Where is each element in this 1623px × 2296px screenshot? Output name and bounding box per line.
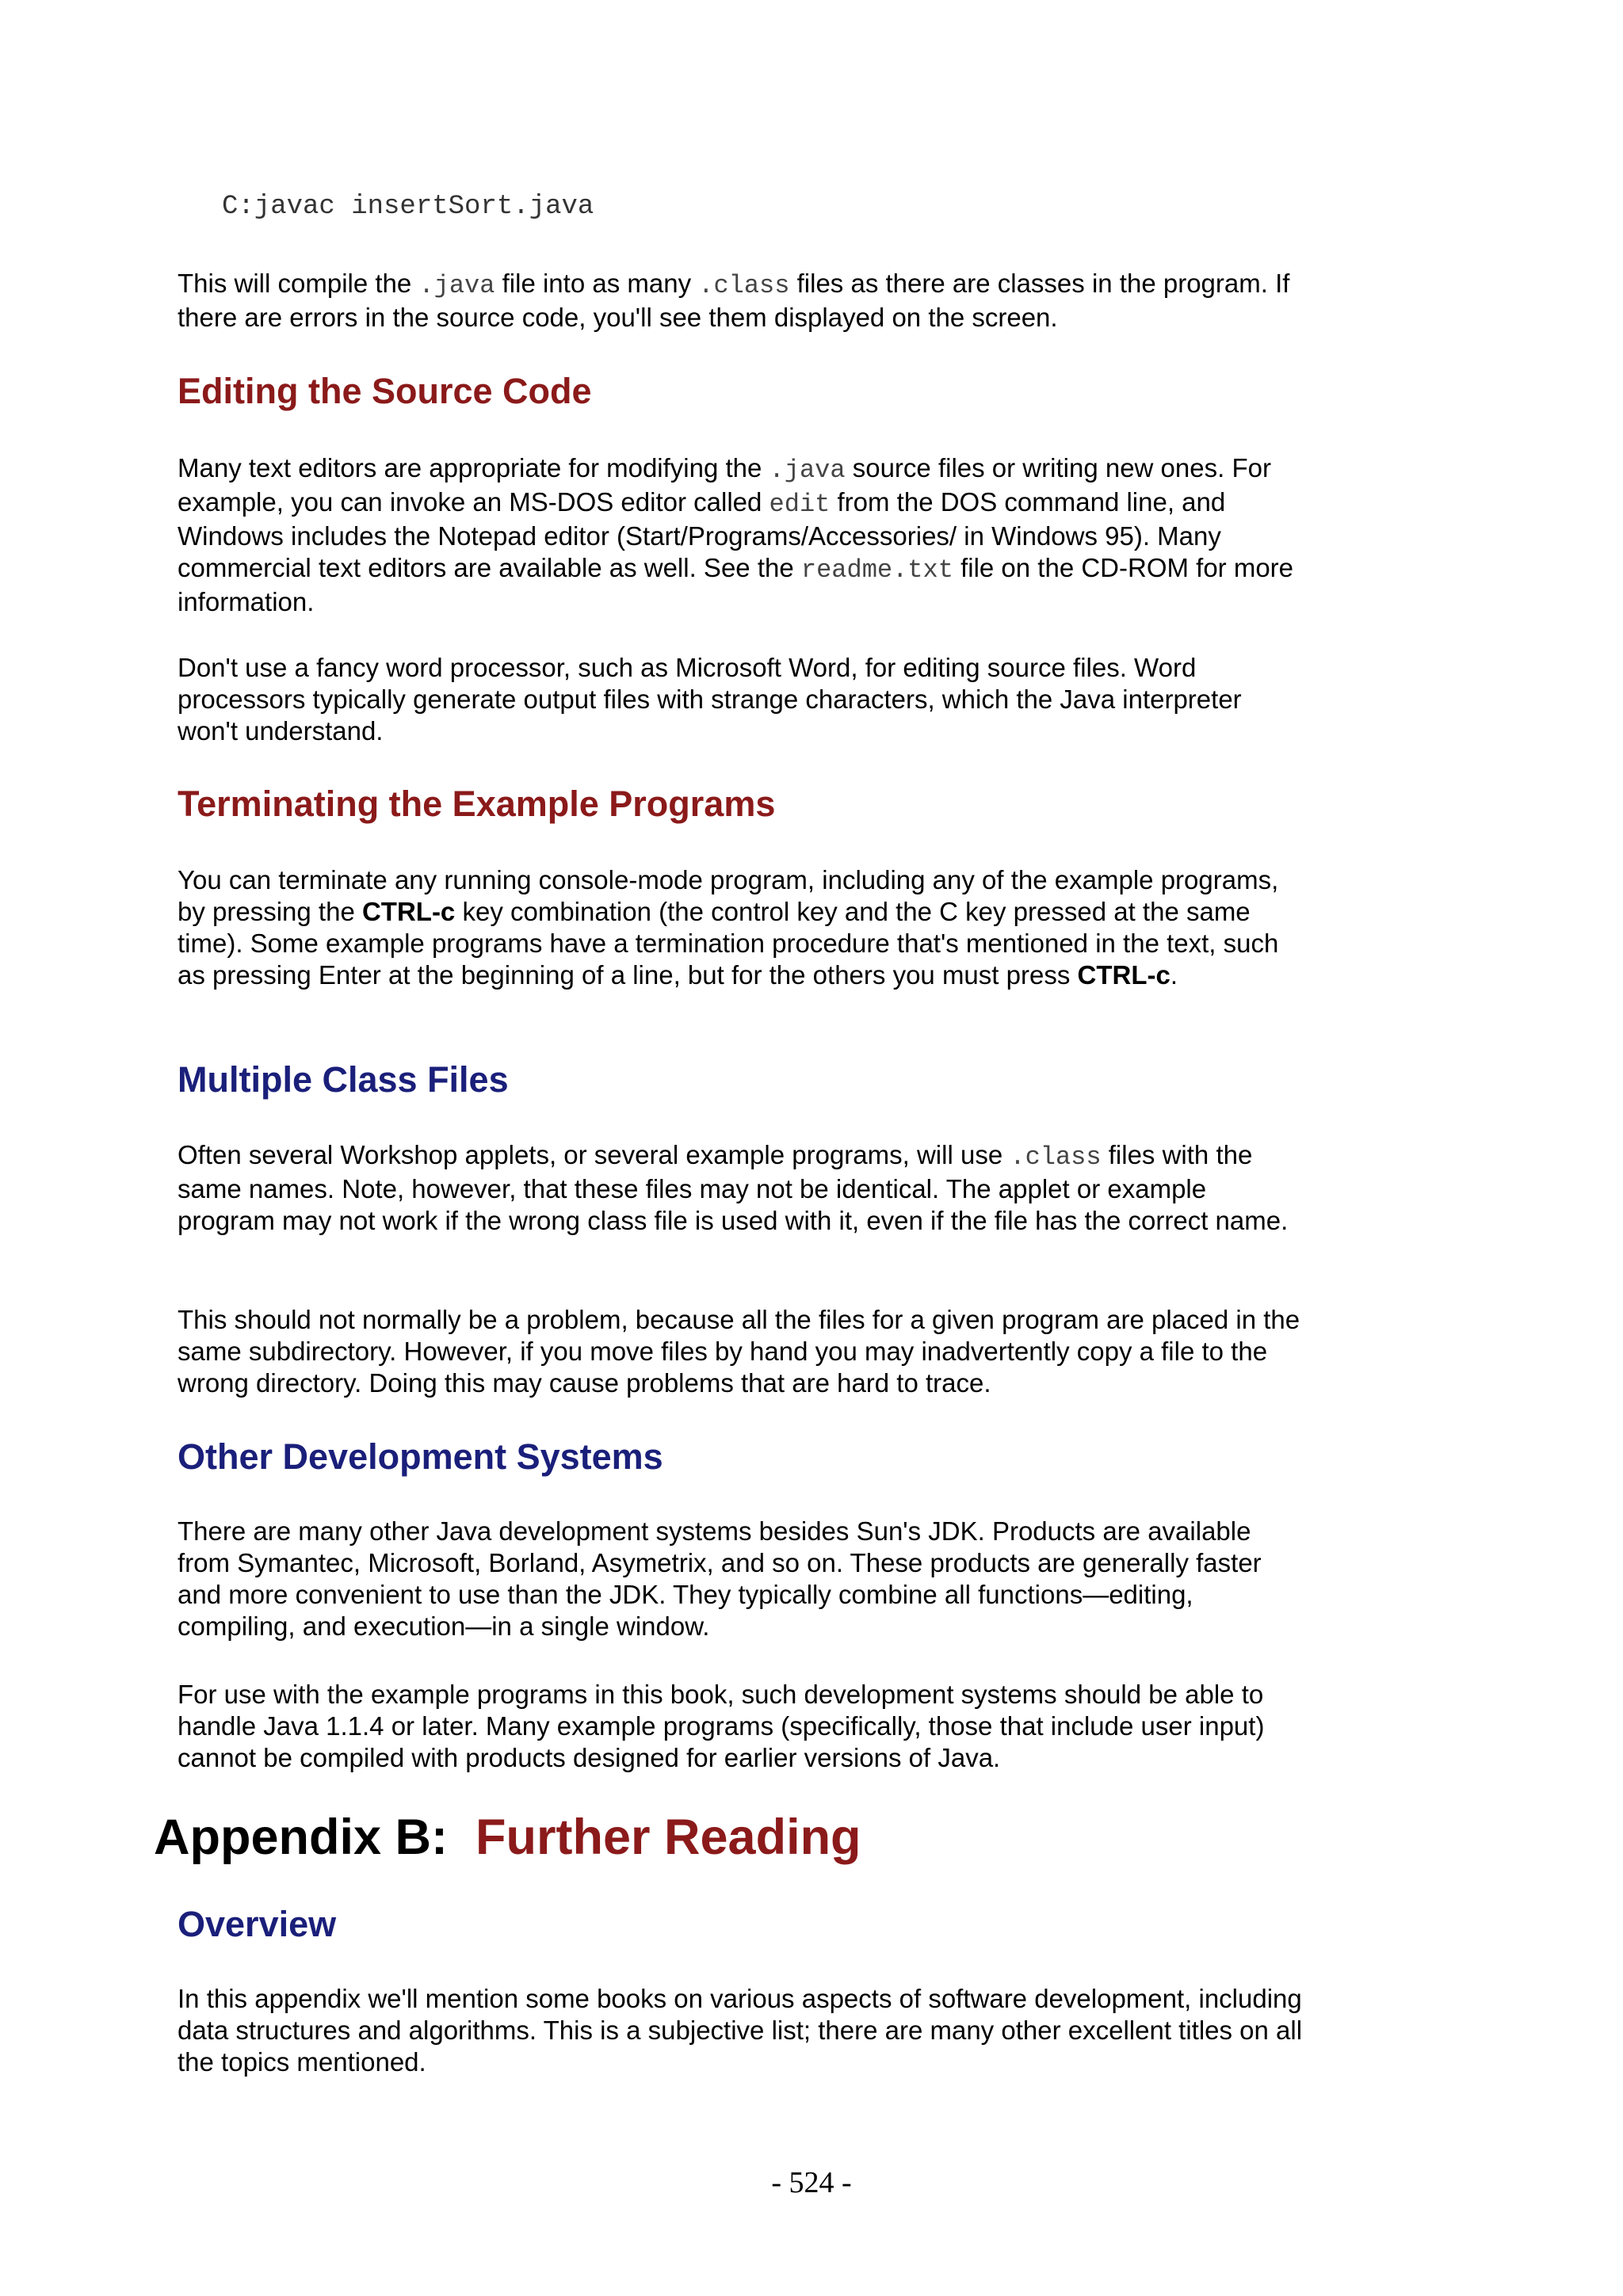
key-combo: CTRL-c (361, 897, 456, 926)
key-combo: CTRL-c (1077, 960, 1170, 990)
text: file into as many (495, 269, 699, 298)
inline-code: .java (418, 271, 495, 300)
text: This will compile the (178, 269, 419, 298)
heading-other-development: Other Development Systems (178, 1436, 663, 1477)
terminating-paragraph (178, 864, 1303, 991)
page-number: - 524 - (771, 2166, 852, 2199)
text: You can terminate any running console-mode program, including any of the example programs, by pressing the (178, 865, 1279, 926)
appendix-title (154, 1809, 861, 1866)
heading-editing: Editing the Source Code (178, 371, 592, 411)
heading-multiple-class-files: Multiple Class Files (178, 1059, 509, 1100)
text: . (1170, 960, 1178, 990)
text: Many text editors are appropriate for modifying the (178, 453, 769, 482)
heading-overview: Overview (178, 1904, 337, 1944)
inline-code: .java (769, 456, 846, 485)
heading-terminating: Terminating the Example Programs (178, 784, 776, 824)
overview-paragraph: In this appendix we'll mention some books on various aspects of software development, including data structures and algorithms. This is a subjective list; there are many other excellent titles on all the topics mentioned. (178, 1984, 1303, 2077)
inline-code: edit (769, 490, 831, 519)
multiple-paragraph-2: This should not normally be a problem, because all the files for a given program are placed in the same subdirectory. However, if you move files by hand you may inadvertently copy a file to the wrong directory. Doing this may cause problems that are hard to trace. (178, 1305, 1300, 1398)
editing-paragraph-2: Don't use a fancy word processor, such as Microsoft Word, for editing source files. Word processors typically generate output files with strange characters, which the Java interpreter won't understand. (178, 653, 1242, 746)
text: file on the CD-ROM for more information. (178, 553, 1294, 616)
inline-code: .class (698, 271, 790, 300)
text: from the DOS command line, and Windows includes the Notepad editor (Start/Programs/Accessories/ in Windows 95). Many commercial text editors are available as well. See the (178, 487, 1226, 582)
other-paragraph-1: There are many other Java development systems besides Sun's JDK. Products are available from Symantec, Microsoft, Borland, Asymetrix, and so on. These products are generally faster and more convenient to use than the JDK. They typically combine all functions—editing, compiling, and execution—in a single window. (178, 1516, 1262, 1641)
text: key combination (the control key and the C key pressed at the same time). Some example programs have a termination procedure that's mentioned in the text, such as pressing Enter at the beginning of a line, but for the others you must press (178, 897, 1279, 990)
editing-paragraph-1 (178, 452, 1303, 618)
code-line: C:javac insertSort.java (222, 192, 594, 222)
text: files as there are classes in the program. If there are errors in the source code, you'll see them displayed on the screen. (178, 269, 1290, 332)
inline-code: .class (1010, 1142, 1102, 1172)
appendix-name: Further Reading (475, 1810, 861, 1865)
text: Often several Workshop applets, or several example programs, will use (178, 1140, 1010, 1169)
text: files with the same names. Note, however, that these files may not be identical. The applet or example program may not work if the wrong class file is used with it, even if the file has the correct name. (178, 1140, 1289, 1235)
multiple-paragraph-1 (178, 1139, 1303, 1237)
other-paragraph-2: For use with the example programs in this book, such development systems should be able to handle Java 1.1.4 or later. Many example programs (specifically, those that include user input) cannot be compiled with products designed for earlier versions of Java. (178, 1680, 1265, 1772)
text: source files or writing new ones. For example, you can invoke an MS-DOS editor called (178, 453, 1271, 517)
inline-code: readme.txt (800, 555, 953, 585)
appendix-label: Appendix B: (154, 1810, 448, 1865)
compile-paragraph (178, 268, 1303, 334)
